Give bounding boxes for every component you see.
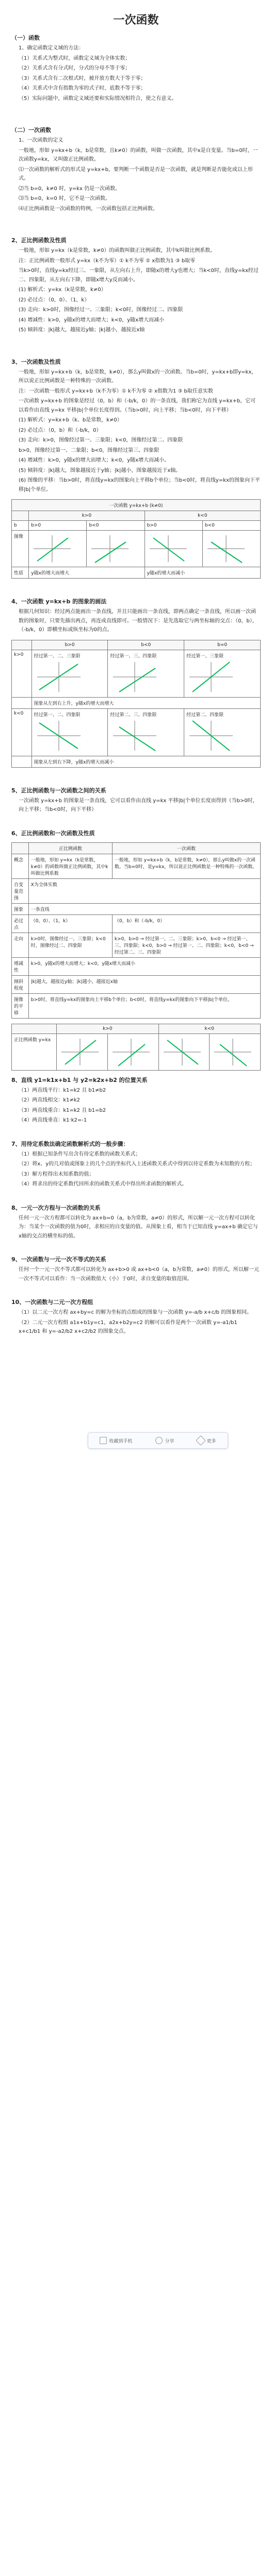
quadrant-graph: [186, 718, 236, 754]
quadrant-graph: [186, 659, 236, 695]
section-title: 4、一次函数 y=kx+b 的图象的画法: [11, 598, 107, 605]
section-title: 8、直线 y1=k1x+b1 与 y2=k2x+b2 的位置关系: [11, 1076, 148, 1083]
text-paragraph: 根据几何知识：经过两点能画出一条直线，并且只能画出一条直线，即两点确定一条直线，所以画一次函数的图象时，只要先描出两点，再连成直线即可。一般情况下：是先选取它与两坐标轴的交点：（0，b），（-b/k，0）即横坐标或纵坐标为0的点。: [19, 609, 258, 633]
text-line: (4) 增减性：k>0，y随x的增大而增大；k<0，y随x增大而减小: [19, 317, 165, 323]
section-title: 7、用待定系数法确定函数解析式的一般步骤：: [11, 1140, 129, 1147]
section-proportional-function: [11, 236, 261, 335]
table-cell: （0，0）、（1，k）: [28, 914, 112, 933]
share-button[interactable]: [155, 1437, 174, 1444]
quadrant-caption: 图象从左到右上升，y随x的增大而增大: [31, 697, 260, 708]
text-line: (6) 图像的平移：当b>0时，将直线y=kx的图象向上平移b个单位；当b<0时，将直线y=kx的图象向下平移|b|个单位。: [19, 478, 260, 493]
table-cell: k>0，y随x的增大而增大；k<0，y随x增大而减小: [28, 957, 260, 975]
phone-icon: [100, 1437, 107, 1444]
share-icon: [155, 1437, 163, 1444]
section-title: 5、正比例函数与一次函数之间的关系: [11, 787, 106, 794]
section-title: 9、一次函数与一元一次不等式的关系: [11, 1256, 106, 1263]
text-line: (1) 解析式：y=kx（k是常数，k≠0）: [19, 287, 106, 293]
table-cell: 图像: [12, 531, 29, 567]
text-paragraph: 一次函数 y=kx+b 的图象是一条直线，它可以看作由直线 y=kx 平移|b|个单位长度而得到（当b>0时，向上平移；当b<0时，向下平移）: [19, 798, 258, 812]
section-relationship: [11, 786, 261, 815]
table-cell: 走向: [12, 933, 29, 957]
table-cell: 一般地，形如 y=kx+b（k，b是常数，k≠0），那么y叫做x的一次函数。当b=0时，是y=kx，所以说正比例函数是一种特殊的一次函数。: [112, 854, 260, 878]
text-line: 一次函数 y=kx+b 的图象是经过（0，b）和（-b/k，0）的一条直线，我们称它为直线 y=kx+b，它可以看作由直线 y=kx 平移|b|个单位长度得到。（当b>0时，向上平移；当b<0时，向下平移）: [19, 398, 256, 413]
axes-graph: [205, 533, 247, 565]
table-cell: b: [12, 521, 29, 531]
quadrant-text: 经过第二、三、四象限: [110, 712, 157, 718]
table-cell: b>0时，将直线y=kx的图象向上平移b个单位；b<0时，将直线y=kx的图象向下平移|b|个单位。: [28, 993, 260, 1018]
quadrant-graph: [34, 718, 84, 754]
text-line: (2) 必过点：（0，b）和（-b/k，0）: [19, 427, 102, 433]
text-line: （4）将求出的待定系数代回所求的函数关系式中得出所求函数的解析式。: [19, 1181, 187, 1187]
text-line: (2) 必过点：（0，0）、（1，k）: [19, 297, 90, 303]
section-equations-relationship: [11, 1204, 261, 1241]
section-drawing-method: [11, 597, 261, 768]
text-line: （5）实际问题中，函数定义域还要和实际情况相符合，使之有意义。: [19, 95, 177, 101]
text-line: （1）关系式为整式时，函数定义域为全体实数；: [19, 55, 131, 61]
proportional-graph-table: [11, 1024, 261, 1071]
row-label: 正比例函数 y=kx: [12, 1033, 57, 1070]
button-label: 分享: [165, 1438, 174, 1444]
quadrant-caption: 图象从左到右下降，y随x的增大而减小: [31, 756, 260, 767]
table-cell: 一条直线: [28, 903, 260, 914]
section-title: （一）函数: [11, 35, 40, 41]
button-label: 更多: [206, 1438, 216, 1444]
quadrant-cell: [184, 650, 261, 697]
table-cell: y随x的增大而增大: [29, 567, 145, 579]
section-linear-function: [11, 126, 261, 213]
axes-graph: [212, 1036, 254, 1068]
text-paragraph: 任何一元一次方程都可以转化为 ax+b=0（a，b为常数，a≠0）的形式，所以解一元一次方程可以转化为：当某个一次函数的值为0时，求相应的自变量的值。从图象上看，相当于已知直线 y=ax+b 确定它与x轴的交点的横坐标的值。: [19, 1215, 258, 1239]
table-cell: 自变量范围: [12, 878, 29, 903]
more-button[interactable]: [197, 1437, 216, 1444]
table-header: k>0: [29, 511, 145, 521]
table-cell: 一般地，形如 y=kx（k是常数，k≠0）的函数叫做正比例函数，其中k叫做比例系数: [28, 854, 112, 878]
text-line: （2）关系式含有分式时，分式的分母不等于零；: [19, 65, 131, 71]
graph-cell: [145, 531, 202, 567]
quadrant-text: 经过第一、二、三象限: [34, 653, 81, 659]
table-cell: 倾斜程度: [12, 975, 29, 993]
text-line: 注：正比例函数一般形式 y=kx（k不为零）① k不为零 ② x指数为1 ③ b取零: [19, 258, 196, 264]
text-line: （4）两直线垂直：k1·k2=-1: [19, 1117, 87, 1123]
table-cell: b<0: [202, 521, 260, 531]
text-line: （1）两直线平行：k1=k2 且 b1≠b2: [19, 1087, 106, 1093]
section-system-of-equations: [11, 1298, 261, 1336]
table-header: b<0: [108, 640, 184, 650]
table-header: k<0: [158, 1024, 260, 1033]
axes-graph: [31, 533, 73, 565]
section-title: 2、正比例函数及性质: [11, 237, 67, 244]
text-line: （3）两直线重合：k1=k2 且 b1=b2: [19, 1107, 106, 1113]
table-header: k<0: [145, 511, 260, 521]
quadrant-cell: [31, 650, 108, 697]
axes-graph: [59, 1036, 101, 1068]
text-line: （2）两直线相交：k1≠k2: [19, 1097, 81, 1103]
quadrant-text: 经过第二、四象限: [186, 712, 224, 718]
table-cell: k>0，b>0 → 经过第一、二、三象限；k>0，b<0 → 经过第一、三、四象限；k<0，b>0 → 经过第一、二、四象限；k<0，b<0 → 经过第二、三、四象限: [112, 933, 260, 957]
text-line: （1）根据已知条件写出含有待定系数的函数关系式；: [19, 1151, 141, 1157]
table-header: [12, 1024, 57, 1033]
table-cell: 增减性: [12, 957, 29, 975]
comparison-table: [11, 842, 261, 1019]
table-header: 正比例函数: [28, 842, 112, 854]
text-line: ⑵当 b=0，k≠0 时，y=kx 仍是一次函数。: [19, 185, 121, 192]
text-line: (1) 解析式：y=kx+b（k、b是常数，k≠0）: [19, 417, 122, 423]
text-line: （2）二元一次方程组 a1x+b1y=c1，a2x+b2y=c2 的解可以看作是两个一次函数 y=-a1/b1 x+c1/b1 和 y=-a2/b2 x+c2/b2 的图象交点。: [19, 1319, 237, 1334]
text-line: ⑶当 b=0，k=0 时，它不是一次函数。: [19, 196, 110, 201]
quadrant-grid: [11, 640, 261, 768]
quadrant-cell: [108, 708, 184, 756]
graph-cell: [29, 531, 87, 567]
text-line: （1）以二元一次方程 ax+by=c 的解为坐标的点组成的图象与一次函数 y=-a/b x+c/b 的图象相同。: [19, 1310, 252, 1315]
graph-cell: [158, 1033, 210, 1070]
text-line: (4) 增减性：k>0，y随x的增大而增大；k<0，y随x增大而减小。: [19, 457, 170, 463]
text-line: (3) 走向：k>0，图像经过第一、三象限；k<0，图像经过第二、四象限: [19, 437, 183, 443]
section-linear-properties: [11, 358, 261, 495]
button-label: 收藏到手机: [109, 1438, 133, 1444]
section-functions: [11, 33, 261, 103]
axes-graph: [110, 1036, 152, 1068]
quadrant-text: 经过第一、三、四象限: [110, 653, 157, 659]
section-compare-table: [11, 829, 261, 1019]
section-inequalities-relationship: [11, 1255, 261, 1283]
quadrant-graph: [110, 659, 159, 695]
text-line: b>0，图像经过第一、二象限；b<0，图像经过第三、四象限: [19, 447, 159, 453]
table-header: [12, 511, 29, 521]
text-line: (3) 走向：k>0时，图像经过一、三象限；k<0时，图像经过二、四象限: [19, 307, 183, 313]
text-line: 1、确定函数定义域的方法：: [19, 45, 84, 51]
axes-graph: [147, 533, 189, 565]
graph-cell: [57, 1033, 108, 1070]
quadrant-graph: [34, 659, 84, 695]
table-cell: X为全体实数: [28, 878, 260, 903]
text-line: ⑷正比例函数是一次函数的特例，一次函数包括正比例函数。: [19, 206, 158, 212]
text-line: 一般地，形如 y=kx+b（k，b是常数，k≠0），那么y叫做x的一次函数。当b=0时，y=kx+b即y=kx，所以说正比例函数是一种特殊的一次函数。: [19, 369, 257, 384]
quadrant-text: 经过第一、二、四象限: [34, 712, 81, 718]
quadrant-cell: [31, 708, 108, 756]
table-header: [12, 842, 29, 854]
table-header: 一次函数: [112, 842, 260, 854]
section-title: 10、一次函数与二元一次方程组: [11, 1299, 93, 1306]
graph-cell: [210, 1033, 261, 1070]
table-cell: y随x的增大而减小: [145, 567, 260, 579]
text-line: 当k>0时，直线y=kx经过三、一象限，从左向右上升，即随x的增大y也增大；当k<0时，直线y=kx经过二、四象限，从左向右下降，即随x增大y反而减小。: [19, 268, 259, 283]
table-cell: 图像的平移: [12, 993, 29, 1018]
quadrant-cell: [184, 708, 261, 756]
text-line: (5) 倾斜度：|k|越大，图象越接近于y轴；|k|越小，图象越接近于x轴。: [19, 467, 181, 473]
text-line: 一般地，形如 y=kx+b（k，b是常数，且k≠0）的函数，叫做一次函数，其中x是自变量。当b=0时，一次函数y=kx，又叫做正比例函数。: [19, 147, 258, 162]
graph-cell: [107, 1033, 158, 1070]
text-line: （3）解方程得出未知系数的值；: [19, 1171, 94, 1177]
save-to-phone-button[interactable]: [100, 1437, 132, 1444]
row-label: k>0: [12, 650, 32, 697]
table-header: b=0: [184, 640, 261, 650]
summary-table: [11, 499, 261, 579]
table-cell: b>0: [29, 521, 87, 531]
graph-cell: [202, 531, 260, 567]
text-line: （4）关系式中含有指数为零的式子时，底数不等于零；: [19, 86, 146, 91]
section-title: 6、正比例函数和一次函数及性质: [11, 829, 95, 837]
table-cell: 图象: [12, 903, 29, 914]
section-line-positions: [11, 1076, 261, 1125]
section-title: （二）一次函数: [11, 127, 51, 133]
table-cell: （0，b）和（-b/k，0）: [112, 914, 260, 933]
text-line: 注：一次函数一般形式 y=kx+b（k不为零）① k不为零 ② x指数为1 ③ b取任意实数: [19, 388, 213, 394]
table-cell: |k|越大，越接近y轴；|k|越小，越接近x轴: [28, 975, 260, 993]
text-line: 一般地，形如 y=kx（k是常数，k≠0）的函数叫做正比例函数，其中k叫做比例系数。: [19, 248, 216, 253]
section-title: 8、一元一次方程与一次函数的关系: [11, 1204, 101, 1211]
axes-graph: [89, 533, 131, 565]
quadrant-text: 经过第一、三象限: [186, 653, 224, 659]
graph-cell: [87, 531, 145, 567]
text-line: （2）将x、y的几对值或图象上的几个点的坐标代入上述函数关系式中得到以待定系数为未知数的方程；: [19, 1161, 255, 1167]
text-paragraph: 任何一个一元一次不等式都可以转化为 ax+b>0 或 ax+b<0（a，b为常数，a≠0）的形式，所以解一元一次不等式可以看作：当一次函数值大（小）于0时，求自变量的取值范围。: [19, 1267, 259, 1282]
quadrant-graph: [110, 718, 159, 754]
text-line: 1、一次函数的定义: [19, 138, 63, 143]
section-undetermined-coefficients: [11, 1140, 261, 1189]
axes-graph: [161, 1036, 203, 1068]
text-line: (5) 倾斜度：|k|越大，越接近y轴；|k|越小，越接近x轴: [19, 327, 145, 333]
quadrant-cell: [108, 650, 184, 697]
table-cell: 必过点: [12, 914, 29, 933]
table-cell: k>0时，图像经过一、三象限；k<0时，图像经过二、四象限: [28, 933, 112, 957]
floating-toolbar: [88, 1432, 228, 1449]
table-cell: b>0: [145, 521, 202, 531]
table-header: k>0: [57, 1024, 158, 1033]
text-line: ⑴一次函数的解析式的形式是 y=kx+b，要判断一个函数是否是一次函数，就是判断是否能化成以上形式。: [19, 166, 253, 181]
table-cell: 性质: [12, 567, 29, 579]
table-cell: b<0: [87, 521, 145, 531]
summary-table-title: 一次函数 y=kx+b (k≠0): [12, 500, 261, 511]
text-line: （3）关系式含有二次根式时，被开放方数大于等于零；: [19, 75, 146, 81]
section-title: 3、一次函数及性质: [11, 358, 61, 365]
more-icon: [196, 1435, 206, 1446]
row-label: k<0: [12, 708, 32, 756]
document-title: 一次函数: [113, 14, 159, 27]
table-header: b>0: [31, 640, 108, 650]
table-cell: 概念: [12, 854, 29, 878]
